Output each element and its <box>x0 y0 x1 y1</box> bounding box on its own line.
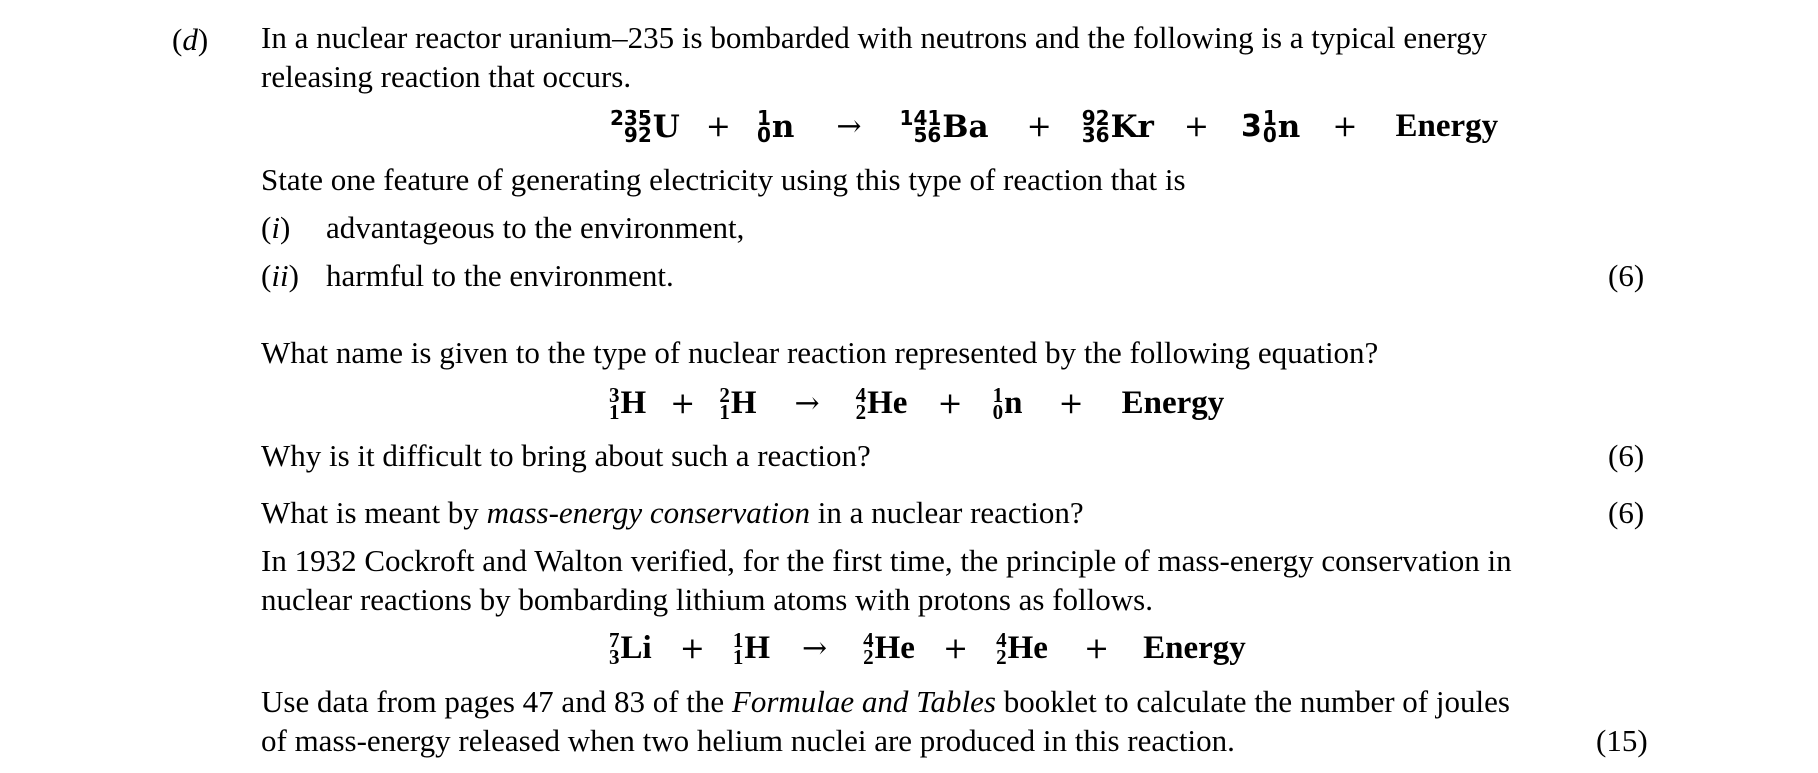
element-symbol: H <box>620 385 647 421</box>
intro-line-1: In a nuclear reactor uranium–235 is bombarded with neutrons and the following is a typical energy <box>261 20 1488 55</box>
nuclide-helium <box>996 627 1048 669</box>
final-line-1 <box>261 686 1510 717</box>
nuclide-deuterium <box>719 382 757 424</box>
nuclide-uranium <box>610 105 680 147</box>
mass-number: 141 <box>899 105 942 130</box>
plus-sign: + <box>942 631 969 666</box>
atomic-number: 1 <box>719 399 730 424</box>
marks-mass-energy: (6) <box>1608 495 1645 530</box>
question-letter: d <box>182 22 198 57</box>
marks-final: (15) <box>1596 723 1648 758</box>
text: in a nuclear reaction? <box>809 495 1084 530</box>
plus-sign: + <box>1083 631 1110 666</box>
energy-term: Energy <box>1121 385 1225 421</box>
difficulty-question: Why is it difficult to bring about such a reaction? <box>261 438 871 473</box>
cockroft-line-1: In 1932 Cockroft and Walton verified, for the first time, the principle of mass-energy conservation in <box>261 543 1512 578</box>
part-ii-text: harmful to the environment. <box>326 258 674 293</box>
element-symbol: Kr <box>1110 108 1154 145</box>
atomic-number: 2 <box>996 644 1007 669</box>
nuclide-helium <box>863 627 915 669</box>
mass-number: 235 <box>610 105 652 130</box>
question-label: (d) <box>172 22 209 57</box>
atomic-number: 0 <box>756 122 771 147</box>
atomic-number: 0 <box>1262 122 1277 147</box>
atomic-number: 1 <box>609 399 620 424</box>
element-symbol: n <box>1004 385 1023 421</box>
nuclide-neutron <box>756 105 795 147</box>
mass-number: 92 <box>1081 105 1110 130</box>
plus-sign: + <box>1058 386 1084 421</box>
fusion-question: What name is given to the type of nuclear reaction represented by the following equation? <box>261 335 1379 370</box>
element-symbol: He <box>867 385 908 421</box>
mass-number: 4 <box>855 382 867 407</box>
nuclide-barium <box>899 105 989 147</box>
mass-number: 2 <box>719 382 730 407</box>
part-i-label: (i) <box>261 210 291 245</box>
element-symbol: U <box>652 108 680 145</box>
coefficient: 3 <box>1241 109 1262 144</box>
marks-difficulty: (6) <box>1608 438 1645 473</box>
element-symbol: H <box>744 630 770 666</box>
element-symbol: H <box>730 385 757 421</box>
part-i-text: advantageous to the environment, <box>326 210 745 245</box>
plus-sign: + <box>937 386 963 421</box>
element-symbol: He <box>874 630 915 666</box>
mass-number: 1 <box>756 105 771 130</box>
plus-sign: + <box>705 109 731 144</box>
mass-number: 1 <box>732 627 744 652</box>
atomic-number: 56 <box>913 122 942 147</box>
atomic-number: 3 <box>609 644 620 669</box>
mass-number: 3 <box>609 382 620 407</box>
nuclide-tritium <box>609 382 647 424</box>
fusion-equation <box>609 382 1225 424</box>
nuclide-lithium <box>609 627 652 669</box>
atomic-number: 2 <box>863 644 874 669</box>
arrow-icon: → <box>836 109 862 144</box>
mass-number: 4 <box>863 627 874 652</box>
state-prompt: State one feature of generating electricity using this type of reaction that is <box>261 162 1186 197</box>
lithium-equation <box>609 627 1246 669</box>
arrow-icon: → <box>802 631 828 666</box>
intro-line-2: releasing reaction that occurs. <box>261 59 632 94</box>
atomic-number: 2 <box>855 399 867 424</box>
marks-part-ii: (6) <box>1608 258 1645 293</box>
nuclide-three-neutrons <box>1241 105 1301 147</box>
plus-sign: + <box>1332 109 1358 144</box>
atomic-number: 0 <box>992 399 1004 424</box>
fission-equation <box>610 105 1499 147</box>
italic-title: Formulae and Tables <box>731 684 996 719</box>
text: Use data from pages 47 and 83 of the <box>261 684 732 719</box>
plus-sign: + <box>670 386 696 421</box>
nuclide-hydrogen <box>732 627 770 669</box>
mass-number: 7 <box>609 627 620 652</box>
mass-number: 1 <box>992 382 1004 407</box>
plus-sign: + <box>1026 109 1052 144</box>
nuclide-neutron <box>992 382 1023 424</box>
element-symbol: n <box>771 108 795 145</box>
text: booklet to calculate the number of joules <box>995 684 1510 719</box>
element-symbol: n <box>1277 108 1301 145</box>
text: What is meant by <box>261 495 487 530</box>
element-symbol: Li <box>620 630 652 666</box>
nuclide-helium <box>855 382 908 424</box>
arrow-icon: → <box>794 386 820 421</box>
plus-sign: + <box>679 631 705 666</box>
mass-number: 4 <box>996 627 1007 652</box>
plus-sign: + <box>1183 109 1209 144</box>
part-ii-label: (ii) <box>261 258 299 293</box>
element-symbol: Ba <box>942 108 989 145</box>
atomic-number: 92 <box>623 122 652 147</box>
mass-energy-question <box>261 497 1084 528</box>
element-symbol: He <box>1007 630 1048 666</box>
nuclide-krypton <box>1081 105 1154 147</box>
mass-number: 1 <box>1262 105 1277 130</box>
final-line-2: of mass-energy released when two helium nuclei are produced in this reaction. <box>261 723 1235 758</box>
italic-term: mass-energy conservation <box>486 495 810 530</box>
atomic-number: 1 <box>732 644 744 669</box>
energy-term: Energy <box>1395 108 1499 144</box>
atomic-number: 36 <box>1081 122 1110 147</box>
energy-term: Energy <box>1143 630 1246 666</box>
cockroft-line-2: nuclear reactions by bombarding lithium atoms with protons as follows. <box>261 582 1153 617</box>
